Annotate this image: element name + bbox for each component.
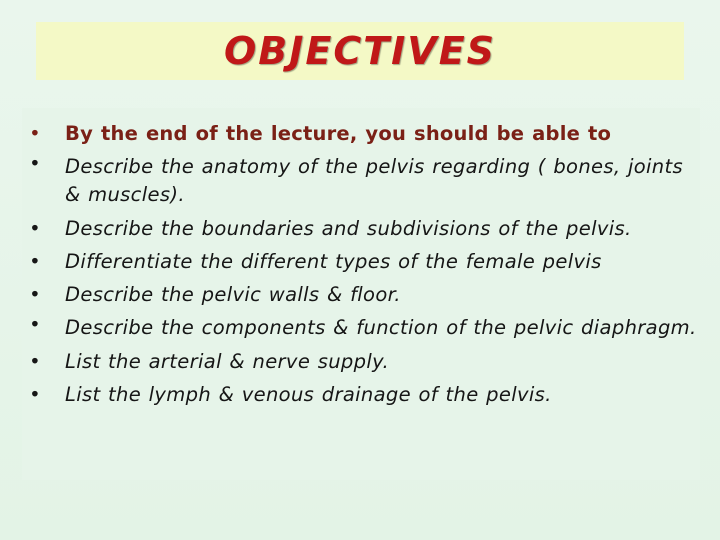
list-item: [28, 378, 698, 411]
bullet-icon: •: [29, 383, 41, 406]
bullet-icon: •: [29, 152, 41, 175]
list-item: [28, 311, 698, 345]
list-item: [28, 278, 698, 311]
slide-title: OBJECTIVES: [223, 29, 497, 73]
list-item: [28, 345, 698, 378]
bullet-icon: •: [29, 250, 41, 273]
bullet-icon: •: [29, 283, 41, 306]
list-item-text: List the lymph & venous drainage of the pelvis.: [65, 383, 552, 406]
bullet-icon: •: [29, 217, 41, 240]
list-item-text: By the end of the lecture, you should be able to: [65, 122, 612, 145]
list-item-intro: [28, 117, 698, 150]
title-banner: [36, 22, 684, 80]
list-item: [28, 150, 698, 212]
content-panel: [22, 108, 700, 480]
bullet-icon: •: [29, 350, 41, 373]
list-item-text: Differentiate the different types of the female pelvis: [65, 250, 602, 273]
objectives-list: [28, 117, 698, 411]
list-item-text: Describe the pelvic walls & floor.: [65, 283, 401, 306]
bullet-icon: •: [29, 122, 41, 145]
list-item: [28, 212, 698, 245]
list-item-text: Describe the boundaries and subdivisions of the pelvis.: [65, 217, 632, 240]
bullet-icon: •: [29, 313, 41, 336]
list-item-text: List the arterial & nerve supply.: [65, 350, 390, 373]
list-item-text: Describe the anatomy of the pelvis regarding ( bones, joints & muscles).: [65, 155, 684, 206]
list-item: [28, 245, 698, 278]
list-item-text: Describe the components & function of the pelvic diaphragm.: [65, 316, 697, 339]
